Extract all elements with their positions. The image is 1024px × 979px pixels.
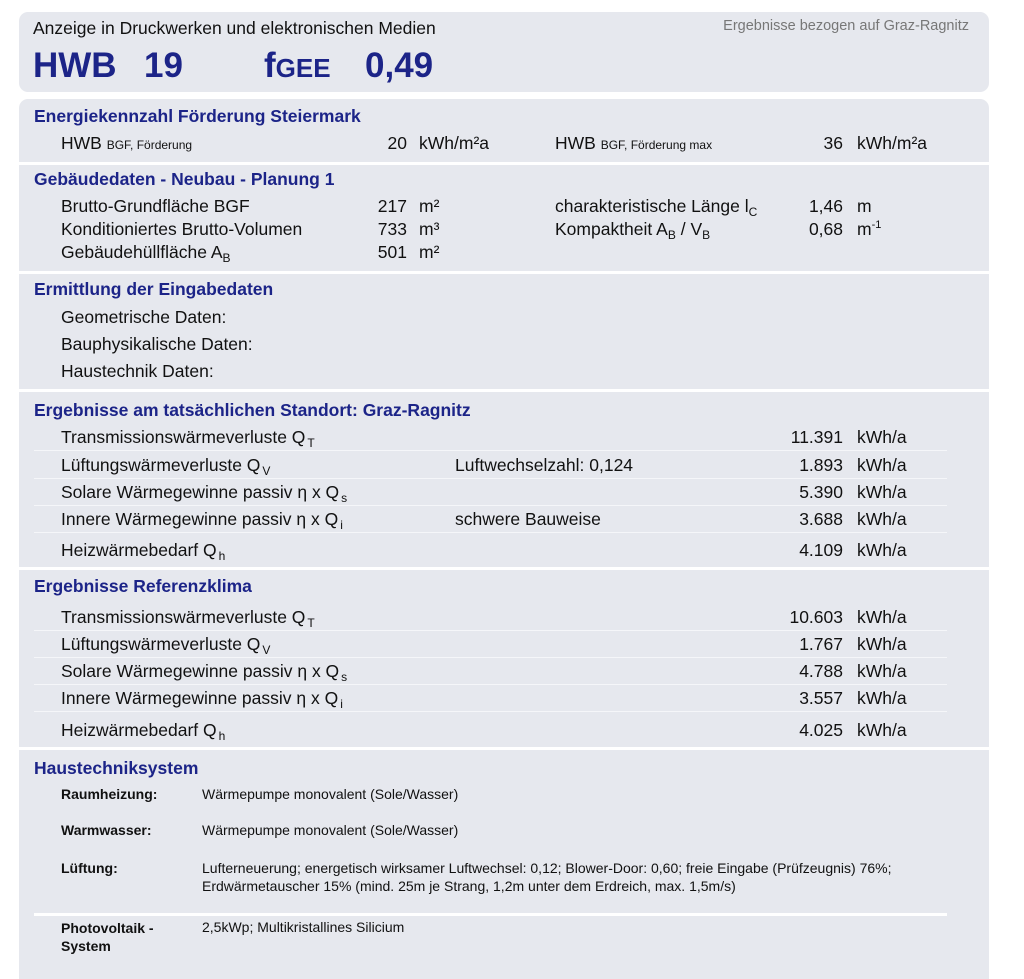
result-label-text: Innere Wärmegewinne passiv η x Q — [61, 509, 339, 529]
result-value: 3.557 — [799, 688, 843, 708]
system-value-ventilation: Lufterneuerung; energetisch wirksamer Luftwechsel: 0,12; Blower-Door: 0,60; freie Eingabe (Prüfzeugnis) 76%; Erdwärmetauscher 15% (mind. 25m je Strang, 1,2m unter dem Erdreich, max. 1,5m/s) — [202, 860, 892, 894]
compactness-value: 0,68 — [808, 219, 843, 239]
char-length-label-text: charakteristische Länge l — [555, 196, 749, 216]
compactness-label2: / V — [675, 219, 703, 239]
physical-data-label: Bauphysikalische Daten: — [61, 334, 253, 354]
result-label — [61, 455, 270, 476]
char-length-sub: C — [748, 205, 758, 219]
separator — [19, 567, 989, 570]
result-label-sub: i — [340, 697, 343, 711]
result-value: 5.390 — [799, 482, 843, 502]
row-divider — [34, 450, 947, 451]
system-label-hotwater: Warmwasser: — [61, 822, 152, 838]
envelope-label — [61, 242, 231, 263]
result-label-sub: V — [262, 464, 271, 478]
referenz-title: Ergebnisse Referenzklima — [34, 576, 252, 596]
system-label-ventilation: Lüftung: — [61, 860, 118, 876]
hwb-foerderung-max-value: 36 — [823, 133, 843, 153]
system-value-pv: 2,5kWp; Multikristallines Silicium — [202, 919, 405, 935]
bgf-unit: m² — [419, 196, 440, 216]
row-divider — [34, 630, 947, 631]
result-label — [61, 509, 343, 530]
compactness-unit-sup: -1 — [871, 219, 882, 232]
result-label-text: Heizwärmebedarf Q — [61, 540, 217, 560]
hwb-foerderung-max-label — [555, 133, 712, 154]
result-label — [61, 634, 270, 655]
fgee-f: f — [264, 46, 276, 85]
hwb-foerderung-max-unit: kWh/m²a — [857, 133, 927, 153]
row-divider — [34, 684, 947, 685]
haustechnik-title: Haustechniksystem — [34, 758, 199, 778]
fgee-value: 0,49 — [365, 46, 434, 85]
hwb-foerderung-sub: BGF, Förderung — [106, 138, 193, 152]
row-divider — [34, 478, 947, 479]
hwb-value: 19 — [144, 46, 183, 85]
result-label — [61, 540, 225, 561]
result-unit: kWh/a — [857, 607, 907, 627]
result-label — [61, 720, 225, 741]
char-length-value: 1,46 — [808, 196, 843, 216]
row-divider — [34, 657, 947, 658]
gebaeude-title: Gebäudedaten - Neubau - Planung 1 — [34, 169, 335, 189]
fgee-label — [264, 46, 331, 86]
result-unit: kWh/a — [857, 482, 907, 502]
result-label — [61, 482, 347, 503]
result-value: 4.788 — [799, 661, 843, 681]
separator — [19, 162, 989, 165]
geometric-data-label: Geometrische Daten: — [61, 307, 227, 327]
envelope-sub: B — [222, 251, 231, 265]
result-label-text: Lüftungswärmeverluste Q — [61, 634, 261, 654]
result-unit: kWh/a — [857, 688, 907, 708]
result-value: 1.893 — [799, 455, 843, 475]
char-length-unit: m — [857, 196, 872, 216]
result-unit: kWh/a — [857, 509, 907, 529]
system-label-pv: Photovoltaik - System — [61, 920, 154, 954]
system-value-hotwater: Wärmepumpe monovalent (Sole/Wasser) — [202, 822, 459, 838]
result-value: 4.109 — [799, 540, 843, 560]
result-value: 10.603 — [789, 607, 843, 627]
result-label-text: Innere Wärmegewinne passiv η x Q — [61, 688, 339, 708]
fgee-sub: GEE — [275, 53, 331, 83]
result-label-sub: V — [262, 643, 271, 657]
result-label — [61, 427, 315, 448]
result-label-sub: T — [307, 436, 315, 450]
header-panel — [19, 12, 989, 92]
volume-label: Konditioniertes Brutto-Volumen — [61, 219, 303, 239]
result-label-sub: s — [341, 491, 348, 505]
char-length-label — [555, 196, 757, 217]
result-label-sub: s — [341, 670, 348, 684]
result-unit: kWh/a — [857, 540, 907, 560]
result-label-sub: h — [218, 549, 226, 563]
envelope-value: 501 — [377, 242, 407, 262]
compactness-sub2: B — [702, 228, 711, 242]
bgf-label: Brutto-Grundfläche BGF — [61, 196, 250, 216]
separator — [19, 271, 989, 274]
foerderung-title: Energiekennzahl Förderung Steiermark — [34, 106, 361, 126]
display-note: Anzeige in Druckwerken und elektronischen Medien — [33, 18, 436, 38]
result-unit: kWh/a — [857, 455, 907, 475]
result-unit: kWh/a — [857, 427, 907, 447]
result-value: 3.688 — [799, 509, 843, 529]
row-divider — [34, 505, 947, 506]
standort-title: Ergebnisse am tatsächlichen Standort: Graz-Ragnitz — [34, 400, 471, 420]
result-label-text: Heizwärmebedarf Q — [61, 720, 217, 740]
result-unit: kWh/a — [857, 661, 907, 681]
hwb-foerderung-value: 20 — [387, 133, 407, 153]
compactness-unit-text: m — [857, 219, 872, 239]
row-divider — [34, 711, 947, 712]
compactness-unit — [857, 219, 881, 240]
hwb-foerderung-label-text: HWB — [61, 133, 102, 153]
envelope-label-text: Gebäudehüllfläche A — [61, 242, 223, 262]
compactness-label-text: Kompaktheit A — [555, 219, 668, 239]
technical-data-label: Haustechnik Daten: — [61, 361, 214, 381]
volume-unit: m³ — [419, 219, 440, 239]
result-label — [61, 607, 315, 628]
result-label — [61, 688, 343, 709]
separator — [19, 389, 989, 392]
result-note: Luftwechselzahl: 0,124 — [455, 455, 634, 475]
eingabe-title: Ermittlung der Eingabedaten — [34, 279, 274, 299]
result-label-text: Lüftungswärmeverluste Q — [61, 455, 261, 475]
result-label-sub: i — [340, 518, 343, 532]
system-value-heating: Wärmepumpe monovalent (Sole/Wasser) — [202, 786, 459, 802]
result-label-sub: T — [307, 616, 315, 630]
hwb-foerderung-max-sub: BGF, Förderung max — [600, 138, 713, 152]
result-label-text: Solare Wärmegewinne passiv η x Q — [61, 482, 340, 502]
bgf-value: 217 — [377, 196, 407, 216]
result-unit: kWh/a — [857, 634, 907, 654]
hwb-foerderung-max-label-text: HWB — [555, 133, 596, 153]
compactness-label — [555, 219, 710, 240]
hwb-label: HWB — [33, 46, 117, 85]
separator — [34, 913, 947, 916]
result-value: 1.767 — [799, 634, 843, 654]
result-value: 4.025 — [799, 720, 843, 740]
location-note: Ergebnisse bezogen auf Graz-Ragnitz — [723, 18, 969, 34]
system-label-heating: Raumheizung: — [61, 786, 158, 802]
result-unit: kWh/a — [857, 720, 907, 740]
result-label-sub: h — [218, 729, 226, 743]
hwb-foerderung-label — [61, 133, 192, 154]
envelope-unit: m² — [419, 242, 440, 262]
separator — [19, 747, 989, 750]
volume-value: 733 — [377, 219, 407, 239]
row-divider — [34, 532, 947, 533]
result-note: schwere Bauweise — [455, 509, 601, 529]
result-label-text: Solare Wärmegewinne passiv η x Q — [61, 661, 340, 681]
result-value: 11.391 — [790, 427, 843, 447]
hwb-foerderung-unit: kWh/m²a — [419, 133, 489, 153]
result-label-text: Transmissionswärmeverluste Q — [61, 607, 306, 627]
compactness-sub: B — [667, 228, 676, 242]
main-panel — [19, 99, 989, 979]
result-label-text: Transmissionswärmeverluste Q — [61, 427, 306, 447]
result-label — [61, 661, 347, 682]
